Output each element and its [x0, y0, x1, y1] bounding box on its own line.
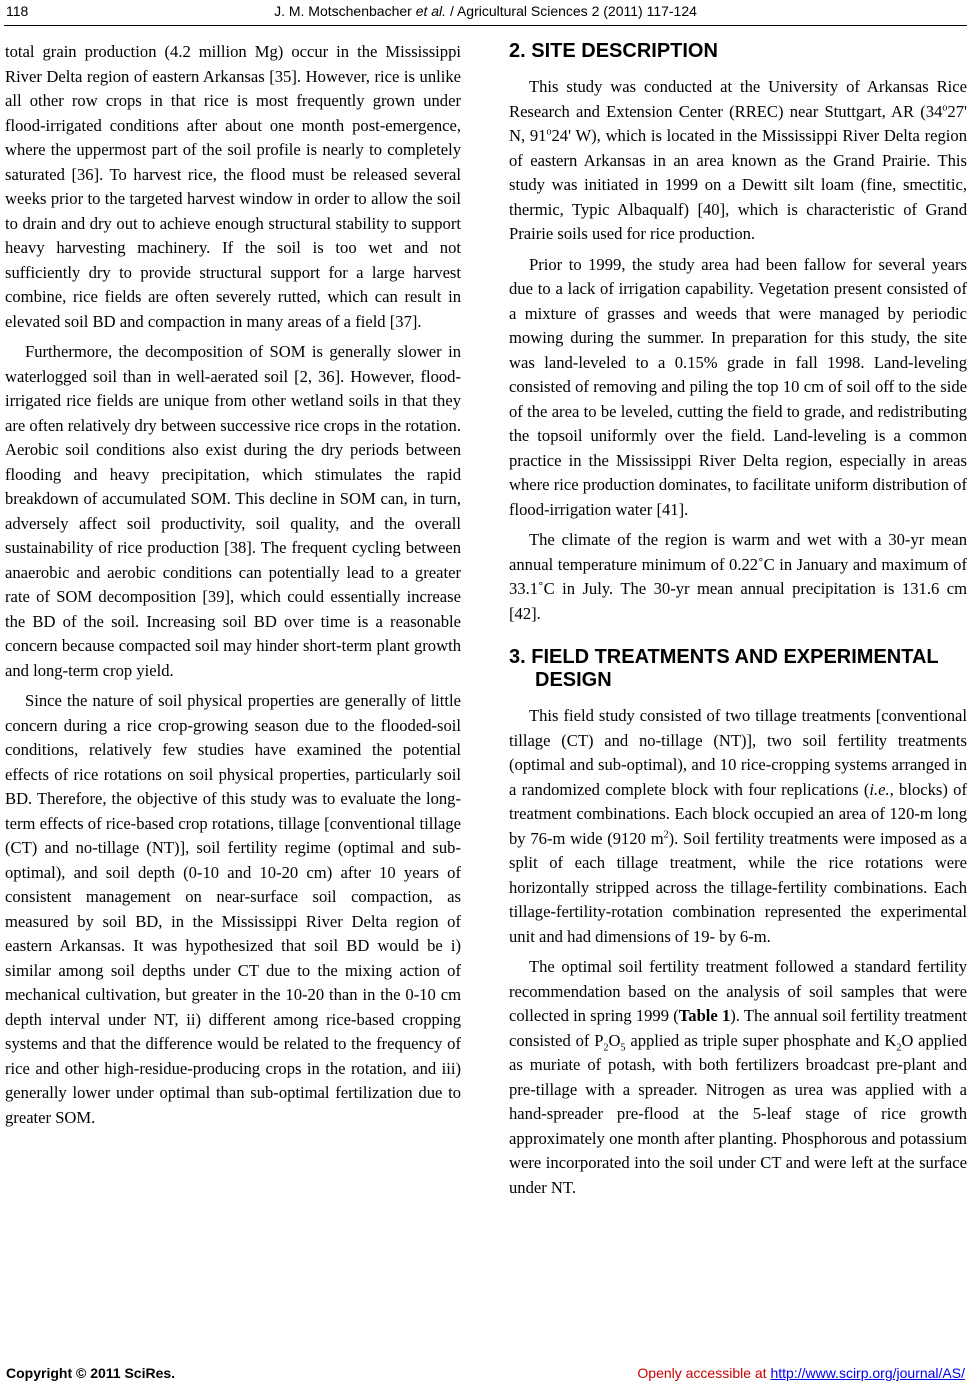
superscript: 2: [663, 828, 669, 840]
text-run: ). Soil fertility treatments were imposed as a split of each tillage treatment, while the rice rotations were horizontally stripped across the tillage-fertility combinations. Each tillage-fertility-rotation combination represented the experimental unit and had dimensions of 19- by 6-m.: [509, 828, 968, 946]
running-title-authors: J. M. Motschenbacher: [274, 3, 416, 19]
running-title: [0, 3, 971, 19]
text-run: The optimal soil fertility treatment followed a standard fertility recommendation based on the analysis of soil samples that were collected in spring 1999 (: [509, 957, 967, 1025]
subscript: 2: [896, 1041, 902, 1053]
paragraph: Furthermore, the decomposition of SOM is generally slower in waterlogged soil than in well-aerated soil [2, 36]. However, flood-irrigated rice fields are unique from other wetland soils in that they are often relatively dry between successive rice crops in the rotation. Aerobic soil conditions also exist during the dry periods between flooding and heavy precipitation, which stimulates the rapid breakdown of accumulated SOM. This decline in SOM can, in turn, adversely affect soil productivity, soil quality, and the overall sustainability of rice production [38]. The frequent cycling between anaerobic and aerobic conditions can potentially lead to a greater rate of SOM decomposition [39], which could essentially increase the BD of the soil. Increasing soil BD over time is a reasonable concern because compacted soil may hinder short-term plant growth and long-term crop yield.: [5, 342, 461, 680]
copyright-notice: Copyright © 2011 SciRes.: [6, 1365, 176, 1381]
page-number: 118: [6, 3, 29, 19]
paragraph: [509, 75, 967, 247]
text-run: This field study consisted of two tillage treatments [conventional tillage (CT) and no-tillage (NT)], two soil fertility treatments (optimal and sub-optimal), and 10 rice-cropping systems arranged in a randomized complete block with four replications (: [509, 706, 967, 799]
running-title-etal: et al.: [415, 3, 447, 19]
degree-mark: o: [546, 126, 552, 138]
degree-mark: o: [942, 101, 948, 113]
text-run: 24' W), which is located in the Mississippi River Delta region of eastern Arkansas in an area known as the Grand Prairie. This study was initiated in 1999 on a Dewitt silt loam (fine, smectitic, thermic, Typic Albaqualf) [40], which is characteristic of Grand Prairie soils used for rice production.: [509, 126, 967, 243]
subscript: 5: [620, 1041, 626, 1053]
page-header: [0, 0, 971, 26]
open-access-notice: [637, 1365, 965, 1381]
text-run: ). The annual soil fertility treatment consisted of P: [509, 1006, 967, 1050]
table-reference-link[interactable]: Table 1: [678, 1006, 731, 1025]
text-run: O: [608, 1030, 621, 1050]
subscript: 2: [603, 1041, 609, 1053]
italic-abbrev: i.e.: [869, 779, 890, 799]
journal-url-link[interactable]: http://www.scirp.org/journal/AS/: [770, 1365, 965, 1381]
paragraph: total grain production (4.2 million Mg) occur in the Mississippi River Delta region of eastern Arkansas [35]. However, rice is unlike all other row crops in that rice is most frequently grown under flood-irrigated conditions after about one month post-emergence, where the uppermost part of the soil profile is nearly to completely saturated [36]. To harvest rice, the flood must be released several weeks prior to the targeted harvest window in order to allow the soil to drain and dry out to achieve enough structural stability to support heavy harvesting machinery. If the soil is too wet and not sufficiently dry to provide structural support for a large harvest combine, rice fields are often severely rutted, which can result in elevated soil BD and compaction in many areas of a field [37].: [5, 42, 461, 331]
text-run: , blocks) of treatment combinations. Each block occupied an area of 120-m long by 76-m wide (9120 m: [509, 779, 968, 848]
header-divider: [4, 25, 967, 26]
text-run: 27' N, 91: [509, 101, 967, 145]
paragraph: [509, 955, 967, 1200]
paragraph: Prior to 1999, the study area had been fallow for several years due to a lack of irrigation capability. Vegetation present consisted of a mixture of grasses and weeds that were managed by periodic mowing during the summer. In preparation for this study, the site was land-leveled to a 0.15% grade in fall 1998. Land-leveling consisted of removing and piling the top 10 cm of soil off to the side of the area to be leveled, cutting the field to grade, and redistributing the topsoil uniformly over the field. Land-leveling is a common practice in the Mississippi River Delta region, especially in areas where rice production dominates, to facilitate uniform distribution of flood-irrigation water [41].: [509, 254, 967, 519]
text-run: applied as triple super phosphate and K: [625, 1030, 897, 1050]
section-heading-field-treatments: 3. FIELD TREATMENTS AND EXPERIMENTAL DESIGN: [509, 646, 939, 691]
text-run: This study was conducted at the University of Arkansas Rice Research and Extension Center (RREC) near Stuttgart, AR (34: [509, 77, 967, 121]
page-footer: [0, 1365, 971, 1387]
section-heading-site-description: 2. SITE DESCRIPTION: [509, 40, 718, 62]
open-access-label: Openly accessible at: [637, 1365, 771, 1381]
right-column: [509, 40, 967, 1200]
text-run: O applied as muriate of potash, with both fertilizers broadcast pre-plant and pre-tillage with a spreader. Nitrogen as urea was applied with a hand-spreader pre-flood at the 5-leaf stage of rice growth approximately one month after planting. Phosphorous and potassium were incorporated into the soil under CT and were left at the surface under NT.: [509, 1030, 967, 1197]
paragraph: The climate of the region is warm and wet with a 30-yr mean annual temperature minimum of 0.22˚C in January and maximum of 33.1˚C in July. The 30-yr mean annual precipitation is 131.6 cm [42].: [509, 530, 967, 623]
paragraph: Since the nature of soil physical properties are generally of little concern during a rice crop-growing season due to the flooded-soil conditions, relatively few studies have examined the potential effects of rice rotations on soil physical properties, particularly soil BD. Therefore, the objective of this study was to evaluate the long-term effects of rice-based crop rotations, tillage [conventional tillage (CT) and no-tillage (NT)], soil fertility regime (optimal and sub-optimal), and soil depth (0-10 and 10-20 cm) after 10 years of consistent management on near-surface soil compaction, as measured by soil BD, in the Mississippi River Delta region of eastern Arkansas. It was hypothesized that soil BD would be i) similar among soil depths under CT due to the mixing action of mechanical cultivation, but greater in the 10-20 than in the 0-10 cm depth interval under NT, ii) different among rice-based cropping systems and that the difference would be related to the frequency of rice and other high-residue-producing crops in the rotation, and iii) generally lower under optimal than sub-optimal fertilization due to greater SOM.: [5, 691, 461, 1127]
paragraph: [509, 704, 967, 949]
left-column: [5, 40, 461, 1130]
running-title-journal: / Agricultural Sciences 2 (2011) 117-124: [446, 3, 697, 19]
